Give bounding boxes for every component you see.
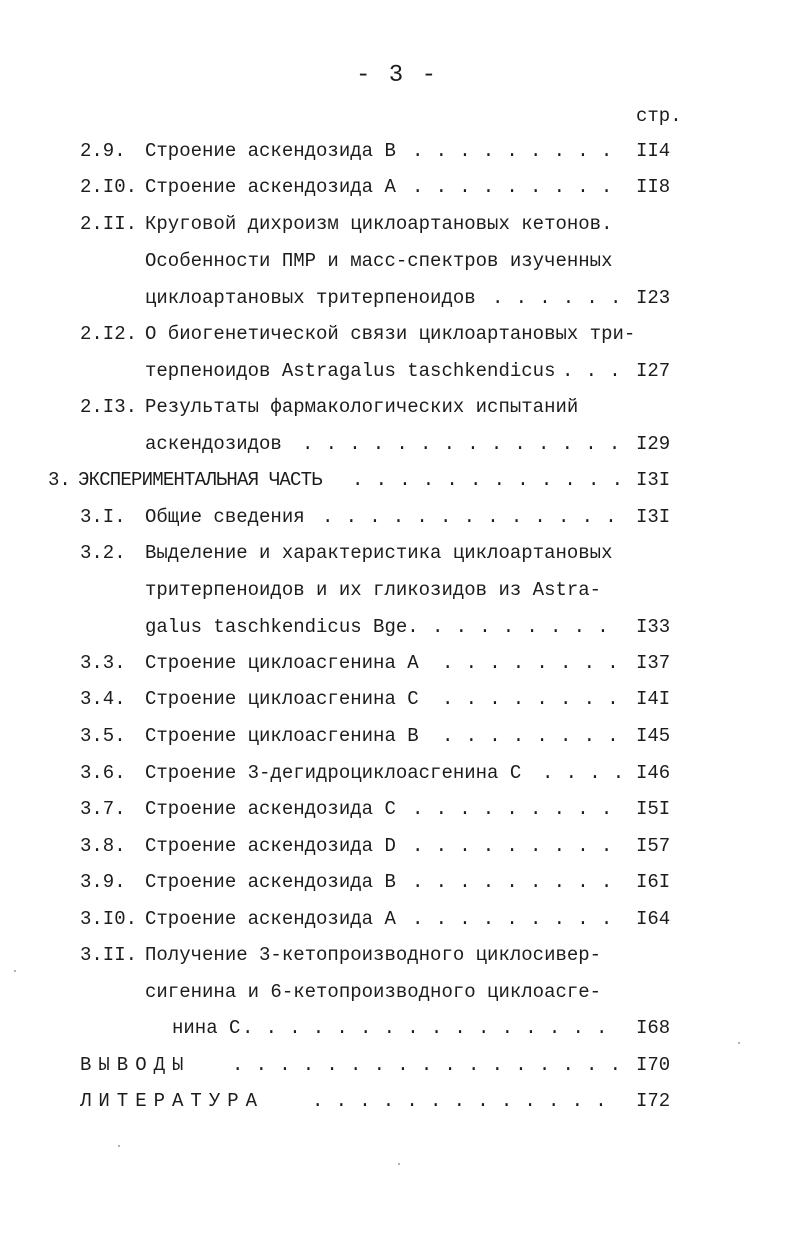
dot-leader bbox=[562, 353, 620, 389]
toc-entry bbox=[80, 755, 760, 791]
toc-entry-page: I29 bbox=[636, 433, 671, 455]
toc-entry-title: сигенина и 6-кетопроизводного циклоасге- bbox=[145, 981, 602, 1003]
toc-entry-title: Строение аскендозида D bbox=[145, 835, 396, 857]
page-number: - 3 - bbox=[355, 62, 438, 89]
toc-entry-page: I70 bbox=[636, 1054, 671, 1076]
toc-entry bbox=[80, 206, 760, 242]
toc-entry bbox=[80, 791, 760, 827]
scan-speck bbox=[738, 1042, 740, 1044]
toc-entry-page: I27 bbox=[636, 360, 671, 382]
toc-entry-title: Результаты фармакологических испытаний bbox=[145, 396, 579, 418]
dot-leader bbox=[302, 426, 620, 462]
toc-entry-page: I5I bbox=[636, 798, 671, 820]
toc-entry-page: I3I bbox=[636, 469, 671, 491]
toc-entry-title: Строение циклоасгенина А bbox=[145, 652, 419, 674]
toc-entry-page: I4I bbox=[636, 688, 671, 710]
toc-entry bbox=[80, 681, 760, 717]
toc-entry-number: 3.7. bbox=[80, 798, 126, 820]
toc-entry-title: Строение аскендозида С bbox=[145, 798, 396, 820]
toc-entry-number: 2.I2. bbox=[80, 323, 138, 345]
dot-leader bbox=[312, 1083, 620, 1119]
dot-leader bbox=[232, 1047, 620, 1083]
scan-speck bbox=[14, 970, 16, 972]
toc-entry-page: I72 bbox=[636, 1090, 671, 1112]
toc-entry bbox=[80, 901, 760, 937]
toc-entry-continuation bbox=[80, 974, 760, 1010]
toc-entry-number: 3.8. bbox=[80, 835, 126, 857]
toc-entry-title: Строение аскендозида А bbox=[145, 908, 396, 930]
dot-leader bbox=[412, 791, 620, 827]
toc-entry bbox=[80, 828, 760, 864]
toc-entry-title: Строение аскендозида В bbox=[145, 140, 396, 162]
dot-leader bbox=[442, 681, 620, 717]
dot-leader bbox=[442, 718, 620, 754]
toc-entry-page: I37 bbox=[636, 652, 671, 674]
toc-entry-title: Строение циклоасгенина С bbox=[145, 688, 419, 710]
toc-entry-title: Выделение и характеристика циклоартановых bbox=[145, 542, 613, 564]
toc-entry-page: I64 bbox=[636, 908, 671, 930]
toc-entry-page: I33 bbox=[636, 616, 671, 638]
toc-entry-page: II4 bbox=[636, 140, 671, 162]
toc-entry-number: 3.9. bbox=[80, 871, 126, 893]
toc-entry-number: 2.9. bbox=[80, 140, 126, 162]
toc-entry-title: Особенности ПМР и масс-спектров изученных bbox=[145, 250, 613, 272]
dot-leader bbox=[442, 645, 620, 681]
toc-entry-continuation bbox=[80, 609, 760, 645]
toc-entry-title: терпеноидов Astragalus taschkendicus bbox=[145, 360, 556, 382]
dot-leader bbox=[432, 609, 620, 645]
toc-entry-number: 3.3. bbox=[80, 652, 126, 674]
toc-entry-number: 3.2. bbox=[80, 542, 126, 564]
toc-entry bbox=[80, 169, 760, 205]
dot-leader bbox=[412, 901, 620, 937]
toc-section bbox=[80, 1083, 760, 1119]
dot-leader bbox=[412, 133, 620, 169]
toc-entry bbox=[80, 535, 760, 571]
toc-entry-page: I23 bbox=[636, 287, 671, 309]
toc-entry bbox=[80, 499, 760, 535]
toc-entry-title: Строение 3-дегидроциклоасгенина С bbox=[145, 762, 522, 784]
toc-entry-continuation bbox=[80, 353, 760, 389]
scan-speck bbox=[118, 1145, 120, 1147]
toc-section bbox=[80, 1047, 760, 1083]
dot-leader bbox=[492, 280, 620, 316]
toc-entry-page: I68 bbox=[636, 1017, 671, 1039]
page-column-label: стр. bbox=[636, 105, 682, 127]
toc-entry-title: Строение аскендозида В bbox=[145, 871, 396, 893]
toc-entry bbox=[80, 133, 760, 169]
toc-entry-title: аскендозидов bbox=[145, 433, 282, 455]
toc-entry-number: 3.I0. bbox=[80, 908, 138, 930]
toc-entry bbox=[80, 937, 760, 973]
toc-entry-title: Общие сведения bbox=[145, 506, 305, 528]
toc-entry-title: Круговой дихроизм циклоартановых кетонов. bbox=[145, 213, 613, 235]
toc-entry-continuation bbox=[80, 572, 760, 608]
scan-speck bbox=[398, 1163, 400, 1165]
dot-leader bbox=[412, 828, 620, 864]
toc-entry-page: I46 bbox=[636, 762, 671, 784]
toc-entry-number: 2.I3. bbox=[80, 396, 138, 418]
dot-leader bbox=[322, 499, 620, 535]
toc-entry-title: тритерпеноидов и их гликозидов из Astra- bbox=[145, 579, 602, 601]
toc-entry bbox=[80, 389, 760, 425]
toc-entry-title: Получение 3-кетопроизводного циклосивер- bbox=[145, 944, 602, 966]
toc-entry-number: 2.I0. bbox=[80, 176, 138, 198]
toc-entry-page: II8 bbox=[636, 176, 671, 198]
toc-entry-continuation bbox=[80, 280, 760, 316]
toc-entry bbox=[80, 316, 760, 352]
toc-section-title: ВЫВОДЫ bbox=[80, 1054, 191, 1076]
toc-entry bbox=[80, 718, 760, 754]
toc-entry-number: 3.6. bbox=[80, 762, 126, 784]
toc-entry-title: циклоартановых тритерпеноидов bbox=[145, 287, 476, 309]
toc-entry-title: Строение аскендозида А bbox=[145, 176, 396, 198]
toc-entry-title: galus taschkendicus Bge. bbox=[145, 616, 419, 638]
toc-entry bbox=[80, 864, 760, 900]
toc-entry-number: 3. bbox=[48, 469, 71, 491]
toc-entry bbox=[80, 645, 760, 681]
dot-leader bbox=[242, 1010, 620, 1046]
toc-entry-page: I6I bbox=[636, 871, 671, 893]
dot-leader bbox=[412, 169, 620, 205]
toc-entry-continuation bbox=[80, 426, 760, 462]
toc-entry-number: 3.I. bbox=[80, 506, 126, 528]
toc-entry-title: нина С bbox=[172, 1017, 241, 1039]
toc-entry-number: 3.II. bbox=[80, 944, 138, 966]
toc-section-title: ЭКСПЕРИМЕНТАЛЬНАЯ ЧАСТЬ bbox=[78, 469, 322, 491]
toc-section-title: ЛИТЕРАТУРА bbox=[80, 1090, 265, 1112]
dot-leader bbox=[542, 755, 620, 791]
toc-section bbox=[48, 462, 760, 498]
toc-entry-number: 3.5. bbox=[80, 725, 126, 747]
toc-entry-title: О биогенетической связи циклоартановых три- bbox=[145, 323, 636, 345]
dot-leader bbox=[412, 864, 620, 900]
toc-entry-continuation bbox=[80, 1010, 760, 1046]
toc-entry-continuation bbox=[80, 243, 760, 279]
toc-entry-page: I3I bbox=[636, 506, 671, 528]
toc-entry-number: 3.4. bbox=[80, 688, 126, 710]
dot-leader bbox=[352, 462, 620, 498]
toc-entry-page: I57 bbox=[636, 835, 671, 857]
toc-entry-number: 2.II. bbox=[80, 213, 138, 235]
toc-entry-page: I45 bbox=[636, 725, 671, 747]
toc-entry-title: Строение циклоасгенина В bbox=[145, 725, 419, 747]
